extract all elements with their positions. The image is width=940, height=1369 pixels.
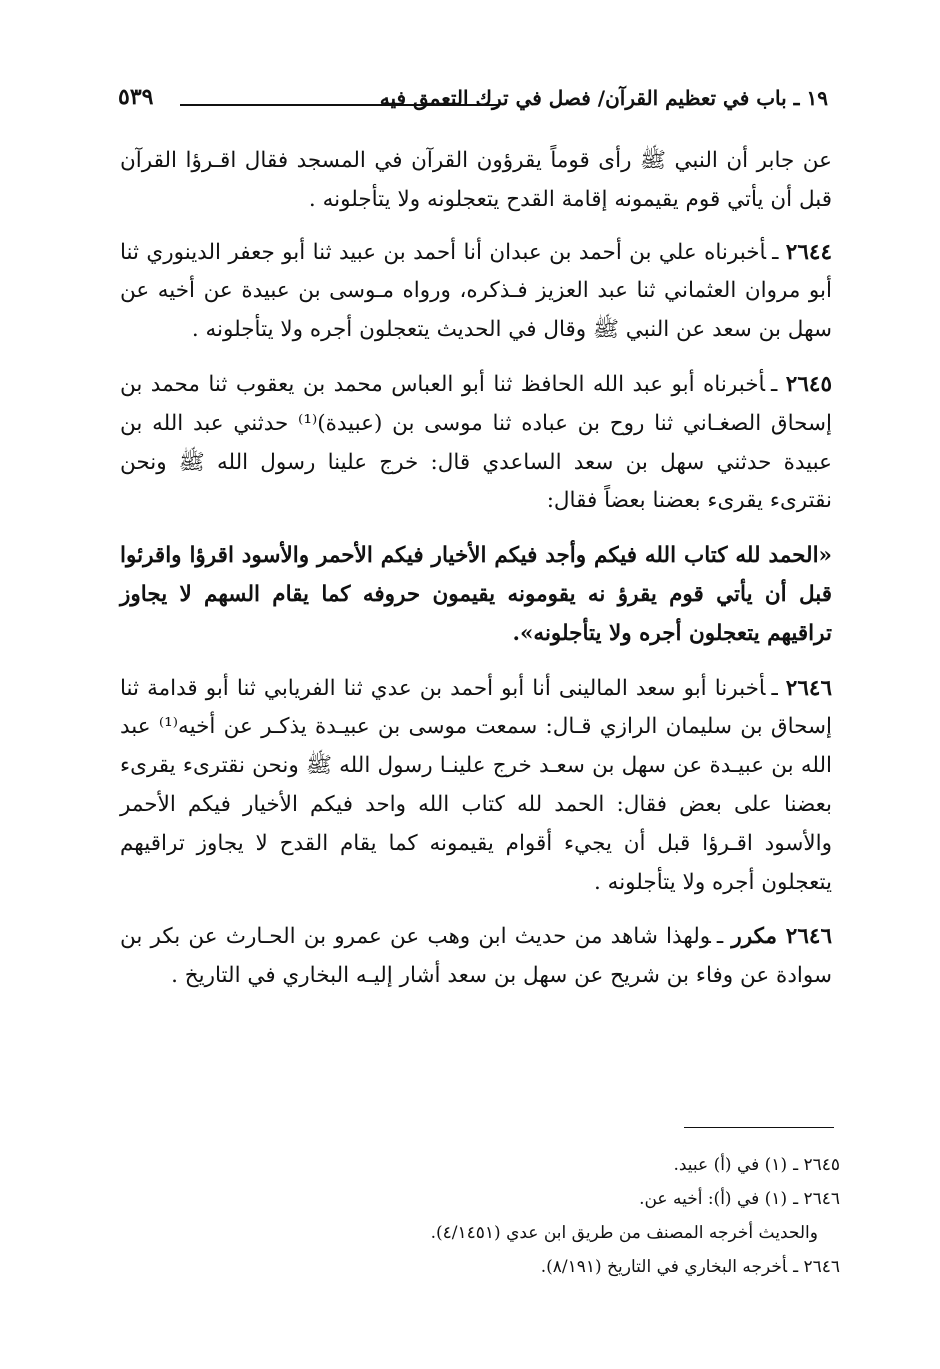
paragraph-text: ولهذا شاهد من حديث ابن وهب عن عمرو بن الحـارث عن بكر بن سوادة عن وفاء بن شريح عن سهل بن سعد أشار إليـه البخاري في التاريخ . xyxy=(120,924,832,989)
footnotes xyxy=(300,1148,840,1284)
footnote-rule xyxy=(684,1127,834,1128)
footnote-number: ٢٦٤٥ ـ xyxy=(793,1155,840,1175)
footnote-text: (١) في (أ): أخيه عن. xyxy=(639,1189,788,1209)
quote-text: «الحمد لله كتاب الله فيكم وأجد فيكم الأخيار فيكم الأحمر والأسود اقرؤا واقرئوا قبل أن يأتي قوم يقرؤ نه يقومونه يقيمون حروفه كما يقام السهم لا يجاوز تراقيهم يتعجلون أجره ولا يتأجلونه». xyxy=(120,543,832,646)
footnote-item xyxy=(300,1182,840,1216)
paragraph-text: أخبرناه علي بن أحمد بن عبدان أنا أحمد بن عبيد ثنا أبو جعفر الدينوري ثنا أبو مروان العثماني ثنا عبد العزيز فـذكره، ورواه مـوسى بن عبيدة عن أخيه عن سهل بن سعد عن النبي ﷺ وقال في الحديث يتعجلون أجره ولا يتأجلونه . xyxy=(120,239,832,343)
header-rule xyxy=(180,104,498,106)
footnote-number: ٢٦٤٦ ـ xyxy=(793,1189,840,1209)
hadith-2645 xyxy=(120,366,832,521)
chapter-title: ١٩ ـ باب في تعظيم القرآن/ فصل في ترك التعمق فيه xyxy=(379,86,828,110)
hadith-number: ٢٦٤٦ مكرر ـ xyxy=(717,924,832,949)
running-header xyxy=(118,84,828,124)
page-number: ٥٣٩ xyxy=(118,84,154,110)
footnote-item xyxy=(300,1250,840,1284)
hadith-2644 xyxy=(120,234,832,350)
hadith-quote xyxy=(120,537,832,653)
footnote-text: والحديث أخرجه المصنف من طريق ابن عدي (٤/١٤٥١). xyxy=(430,1223,818,1243)
hadith-number: ٢٦٤٦ ـ xyxy=(771,676,832,701)
footnote-item xyxy=(300,1148,840,1182)
paragraph-text: أخبرناه أبو عبد الله الحافظ ثنا أبو العباس محمد بن يعقوب ثنا محمد بن إسحاق الصغـاني ثنا روح بن عباده ثنا موسى بن (عبيدة)⁽¹⁾ حدثني عبد الله بن عبيدة حدثني سهل بن سعد الساعدي قال: خرج علينا رسول الله ﷺ ونحن نقترىء يقرىء بعضنا بعضاً فقال: xyxy=(120,371,832,514)
hadith-number: ٢٦٤٤ ـ xyxy=(772,240,832,265)
paragraph-text: أخبرنا أبو سعد المالينى أنا أبو أحمد بن عدي ثنا الفريابي ثنا أبو قدامة ثنا إسحاق بن سليمان الرازي قـال: سمعت موسى بن عبيـدة يذكـر عن أخيه⁽¹⁾ عبد الله بن عبيـدة عن سهل بن سعـد خرج علينـا رسول الله ﷺ ونحن نقترىء يقرىء بعضنا على بعض فقال: الحمد لله كتاب الله واحد فيكم الأخيار فيكم الأحمر والأسود اقـرؤا قبل أن يجيء أقوام يقيمونه كما يقام القدح لا يجاوز تراقيهم يتعجلون أجره ولا يتأجلونه . xyxy=(120,675,832,895)
paragraph-continuation xyxy=(120,142,832,220)
footnote-text: (١) في (أ) عبيد. xyxy=(673,1155,788,1175)
hadith-2646 xyxy=(120,670,832,903)
paragraph-text: عن جابر أن النبي ﷺ رأى قوماً يقرؤون القرآن في المسجد فقال اقـرؤا القرآن قبل أن يأتي قوم يقيمونه إقامة القدح يتعجلونه ولا يتأجلونه . xyxy=(120,148,832,212)
main-text xyxy=(120,142,832,1012)
footnote-item xyxy=(300,1216,840,1250)
hadith-2646-repeat xyxy=(120,918,832,996)
hadith-number: ٢٦٤٥ ـ xyxy=(771,372,832,397)
footnote-text: أخرجه البخاري في التاريخ (٨/١٩١). xyxy=(540,1257,788,1277)
footnote-number: ٢٦٤٦ ـ xyxy=(793,1257,840,1277)
